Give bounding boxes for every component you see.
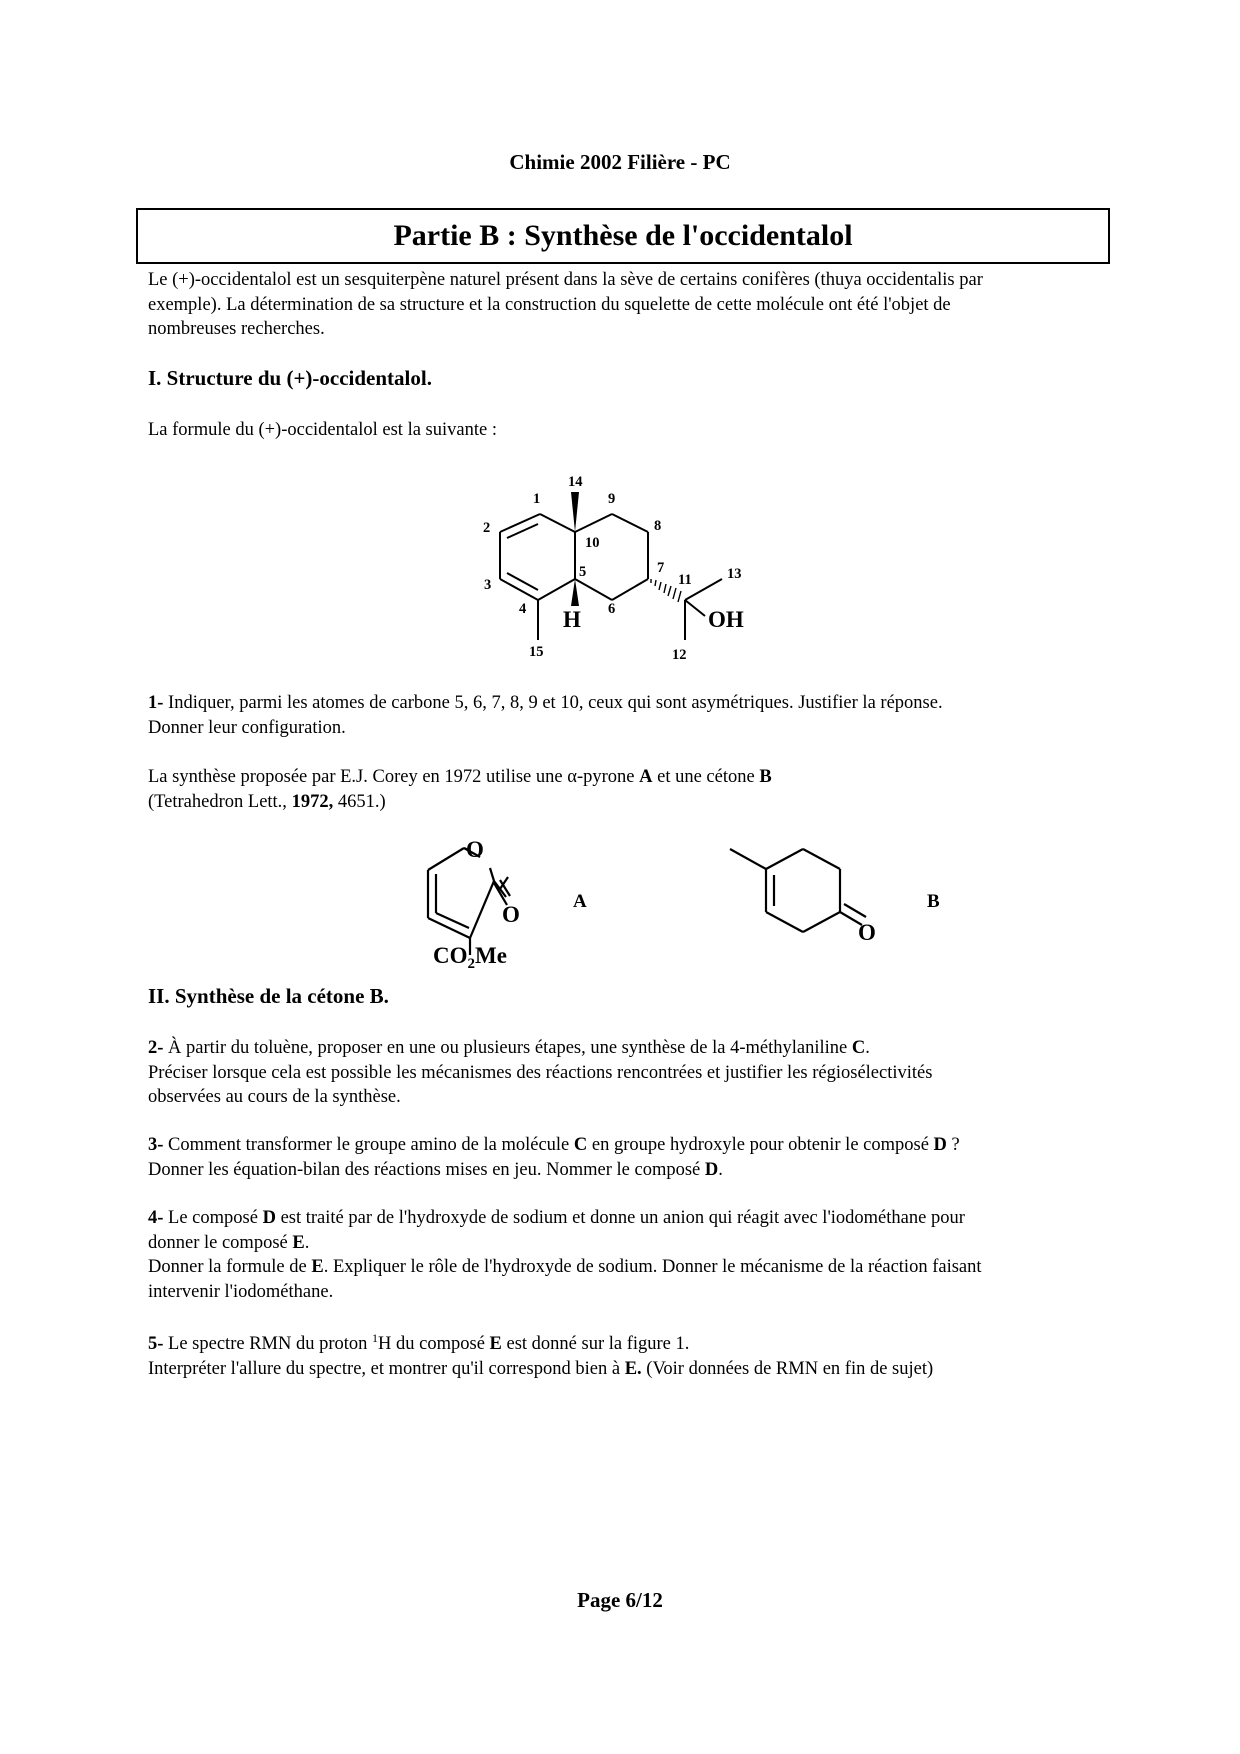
page-number: Page 6/12 xyxy=(577,1588,663,1612)
question-text: observées au cours de la synthèse. xyxy=(148,1087,401,1107)
superscript: 1 xyxy=(372,1331,379,1345)
compound-ref: E xyxy=(311,1257,324,1277)
question-text: Donner la formule de xyxy=(148,1257,312,1277)
atom-label: 15 xyxy=(529,644,544,660)
compound-ref: A xyxy=(639,767,653,787)
compound-ref: D xyxy=(933,1135,947,1155)
question-number: 3- xyxy=(148,1135,164,1155)
reference-text: 4651.) xyxy=(333,791,386,812)
synthesis-text: -pyrone xyxy=(576,767,640,787)
question-text: donner le composé xyxy=(148,1232,293,1253)
keto-oxygen-label: O xyxy=(502,902,520,927)
question-text: À partir du toluène, proposer en une ou plusieurs étapes, une synthèse de la 4-méthylaniline xyxy=(163,1038,852,1058)
question-3 xyxy=(148,1133,1108,1182)
atom-label: 11 xyxy=(678,572,692,588)
page-header: Chimie 2002 Filière - PC xyxy=(509,150,731,174)
question-text: intervenir l'iodométhane. xyxy=(148,1281,334,1302)
atom-label: 6 xyxy=(608,601,616,617)
question-text: en groupe hydroxyle pour obtenir le composé xyxy=(587,1135,934,1155)
question-text: est donné sur la figure 1. xyxy=(501,1334,690,1355)
question-2 xyxy=(148,1036,1108,1110)
question-text: H du composé xyxy=(378,1334,490,1355)
question-text: Le composé xyxy=(163,1208,263,1228)
question-text: Préciser lorsque cela est possible les mécanismes des réactions rencontrées et justifier les régiosélectivités xyxy=(148,1062,933,1083)
atom-label: 7 xyxy=(657,560,665,576)
question-number: 2- xyxy=(148,1038,164,1058)
punctuation: . xyxy=(865,1038,870,1058)
atom-label: 10 xyxy=(585,535,600,551)
part-title: Partie B : Synthèse de l'occidentalol xyxy=(393,219,853,252)
question-number: 4- xyxy=(148,1208,164,1228)
question-4 xyxy=(148,1206,1108,1304)
compound-ref: E. xyxy=(624,1358,642,1379)
intro-line: Le (+)-occidentalol est un sesquiterpène naturel présent dans la sève de certains conifères (thuya occidentalis par xyxy=(148,270,983,290)
question-5 xyxy=(148,1326,1108,1381)
synthesis-text: La synthèse proposée par E.J. Corey en 1972 utilise une xyxy=(148,767,568,787)
question-text: est traité par de l'hydroxyde de sodium et donne un anion qui réagit avec l'iodométhane pour xyxy=(275,1208,965,1228)
question-text: . Expliquer le rôle de l'hydroxyde de sodium. Donner le mécanisme de la réaction faisant xyxy=(323,1257,982,1277)
question-text: Comment transformer le groupe amino de la molécule xyxy=(163,1135,574,1155)
intro-line: exemple). La détermination de sa structure et la construction du squelette de cette molécule ont été l'objet de xyxy=(148,294,951,315)
ring-oxygen-label: O xyxy=(466,837,484,862)
atom-label: 4 xyxy=(519,601,527,617)
compound-ref: E xyxy=(489,1334,502,1355)
atom-label: 14 xyxy=(568,474,583,490)
question-text: Donner leur configuration. xyxy=(148,717,346,738)
atom-label: 1 xyxy=(533,491,541,507)
compound-ref: D xyxy=(704,1159,719,1180)
atom-label: 5 xyxy=(579,564,587,580)
atom-label: 9 xyxy=(608,491,616,507)
synthesis-text: et une cétone xyxy=(652,767,760,787)
question-text: Donner les équation-bilan des réactions mises en jeu. Nommer le composé xyxy=(148,1159,705,1180)
atom-label: 3 xyxy=(484,577,492,593)
intro-line: nombreuses recherches. xyxy=(148,319,325,339)
question-text: ? xyxy=(946,1135,960,1155)
hydroxyl-label: OH xyxy=(708,607,744,632)
section-heading-structure: I. Structure du (+)-occidentalol. xyxy=(148,366,432,390)
atom-label: 2 xyxy=(483,520,491,536)
reference-text: (Tetrahedron Lett., xyxy=(148,791,292,812)
atom-label: 13 xyxy=(727,566,742,582)
question-text: Le spectre RMN du proton xyxy=(163,1334,373,1355)
compound-ref: E xyxy=(292,1232,305,1253)
question-number: 1- xyxy=(148,693,164,713)
compound-ref: C xyxy=(851,1038,866,1058)
ester-group-label: $CO_2Me$ xyxy=(433,943,507,972)
compound-ref: C xyxy=(573,1135,588,1155)
keto-oxygen-label: O xyxy=(858,920,876,945)
question-text: Indiquer, parmi les atomes de carbone 5, 6, 7, 8, 9 et 10, ceux qui sont asymétriques. Justifier la réponse. xyxy=(163,693,943,713)
hydrogen-label: H xyxy=(563,607,581,632)
atom-label: 8 xyxy=(654,518,662,534)
atom-label: 12 xyxy=(672,647,687,663)
compound-label-b: B xyxy=(927,891,940,912)
reference-year: 1972, xyxy=(291,791,334,812)
compound-ref: B xyxy=(759,767,772,787)
question-text: Interpréter l'allure du spectre, et montrer qu'il correspond bien à xyxy=(148,1358,625,1379)
question-number: 5- xyxy=(148,1334,164,1355)
punctuation: . xyxy=(304,1232,310,1253)
alpha-symbol: α xyxy=(567,767,577,787)
question-text: (Voir données de RMN en fin de sujet) xyxy=(641,1358,934,1379)
section-heading-synthesis: II. Synthèse de la cétone B. xyxy=(148,984,389,1008)
punctuation: . xyxy=(718,1159,723,1180)
compound-ref: D xyxy=(262,1208,276,1228)
compound-label-a: A xyxy=(573,891,587,912)
formula-intro: La formule du (+)-occidentalol est la suivante : xyxy=(148,420,497,440)
